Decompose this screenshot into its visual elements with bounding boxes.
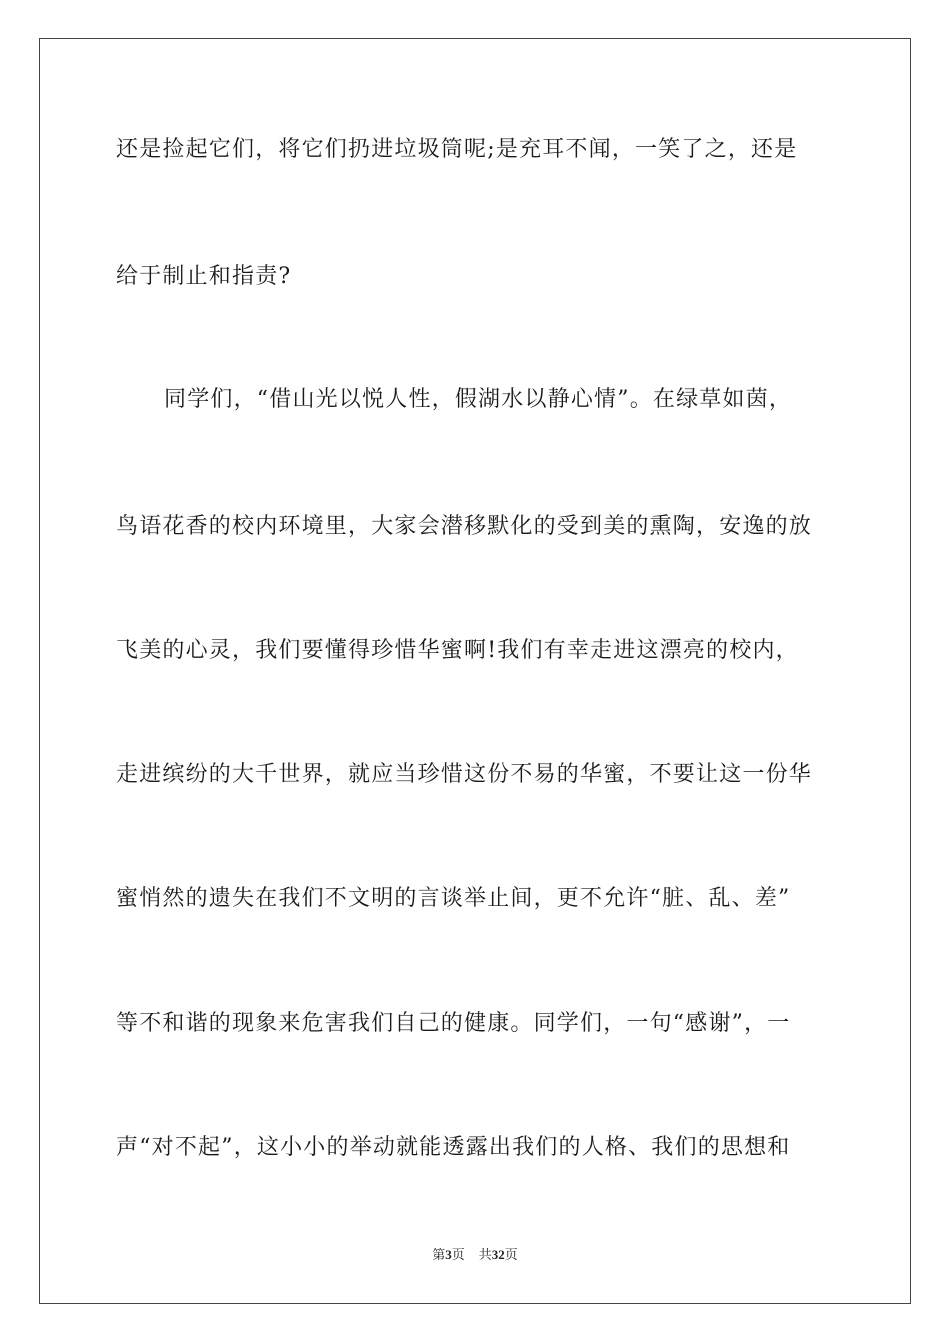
page-footer <box>0 1246 950 1264</box>
body-text-line: 走进缤纷的大千世界，就应当珍惜这份不易的华蜜，不要让这一份华 <box>116 762 813 787</box>
body-text-line: 声“对不起”，这小小的举动就能透露出我们的人格、我们的思想和 <box>116 1135 791 1160</box>
page-border <box>39 38 911 1304</box>
body-text-line: 还是捡起它们，将它们扔进垃圾筒呢;是充耳不闻，一笑了之，还是 <box>116 137 798 162</box>
body-text-line: 等不和谐的现象来危害我们自己的健康。同学们，一句“感谢”，一 <box>116 1011 791 1036</box>
body-text-line: 鸟语花香的校内环境里，大家会潜移默化的受到美的熏陶，安逸的放 <box>116 514 813 539</box>
page-number: 3 <box>445 1247 452 1262</box>
body-text-line: 给于制止和指责? <box>116 264 292 289</box>
total-pages: 32 <box>491 1247 505 1262</box>
total-suffix: 页 <box>504 1247 518 1262</box>
page-prefix: 第 <box>432 1247 446 1262</box>
body-text-line: 蜜悄然的遗失在我们不文明的言谈举止间，更不允许“脏、乱、差” <box>116 886 791 911</box>
body-text-line: 飞美的心灵，我们要懂得珍惜华蜜啊!我们有幸走进这漂亮的校内， <box>116 638 799 663</box>
page-suffix: 页 <box>451 1247 465 1262</box>
paragraph-first-line: 同学们，“借山光以悦人性，假湖水以静心情”。在绿草如茵， <box>164 387 793 412</box>
total-prefix: 共 <box>478 1247 492 1262</box>
